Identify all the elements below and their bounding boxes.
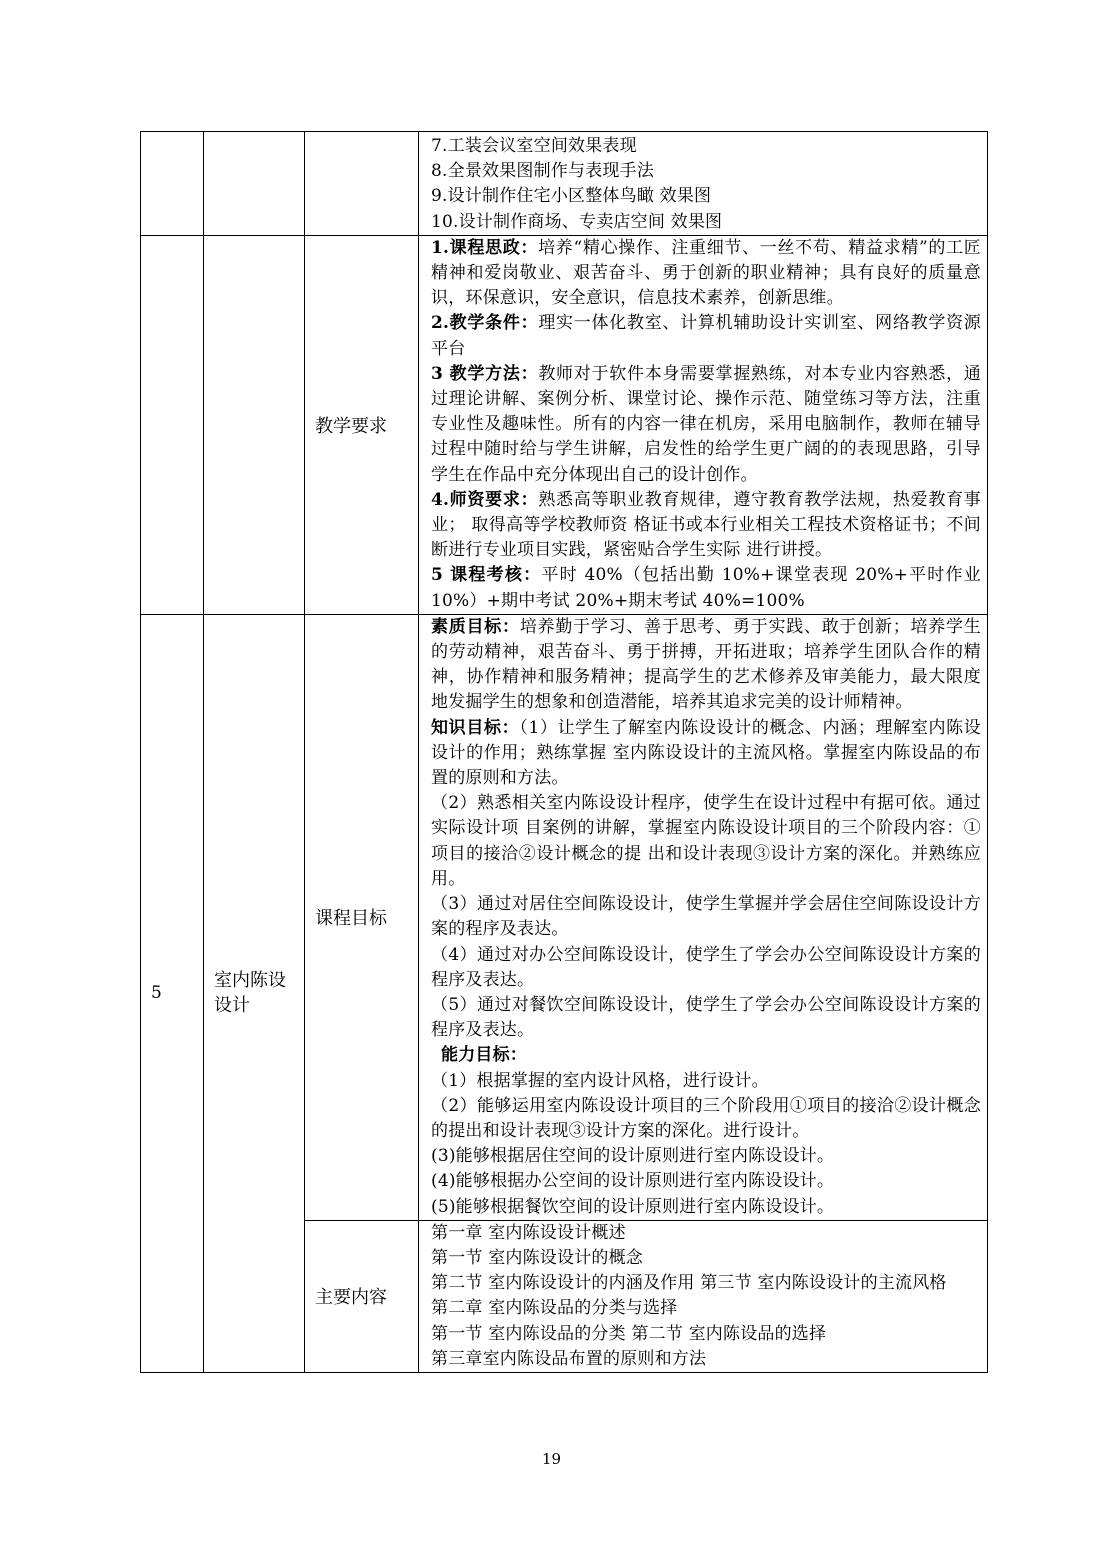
knowledge-item: （4）通过对办公空间陈设设计，使学生了学会办公空间陈设设计方案的程序及表达。 [431,944,981,990]
knowledge-item: （2）熟悉相关室内陈设设计程序，使学生在设计过程中有据可依。通过实际设计项 目案例的讲解，掌握室内陈设设计项目的三个阶段内容：①项目的接洽②设计概念的提 出和设计表现③设计方案的深化。并熟练应用。 [431,793,981,889]
item-text: 培养“精心操作、注重细节、一丝不苟、精益求精”的工匠精神和爱岗敬业、艰苦奋斗、勇于创新的职业精神；具有良好的质量意识，环保意识，安全意识，信息技术素养，创新思维。 [431,237,981,309]
quality-goal [431,615,981,716]
requirement-item [431,236,981,312]
content-line: 第一节 室内陈设设计的概念 [431,1247,644,1268]
content-line: 第一节 室内陈设品的分类 第二节 室内陈设品的选择 [431,1323,827,1344]
number-cell [141,235,204,614]
item-text: 教师对于软件本身需要掌握熟练，对本专业内容熟悉，通过理论讲解、案例分析、课堂讨论、操作示范、随堂练习等方法，注重专业性及趣味性。所有的内容一律在机房，采用电脑制作，教师在辅导过程中随时给与学生讲解，启发性的给学生更广阔的的表现思路，引导学生在作品中充分体现出自己的设计创作。 [431,363,982,485]
course-name-cell [204,614,305,1372]
table-row [141,132,988,236]
label-cell [305,132,419,236]
item-heading: 5 课程考核： [431,565,542,586]
ability-heading [431,1043,981,1068]
label-cell [305,235,419,614]
content-cell [419,1220,988,1372]
requirement-item [431,488,981,564]
content-line: 第二节 室内陈设设计的内涵及作用 第三节 室内陈设设计的主流风格 [431,1273,947,1294]
content-cell [419,132,988,236]
content-line: 9.设计制作住宅小区整体鸟瞰 效果图 [431,186,712,207]
course-name: 室内陈设设计 [214,970,286,1017]
number-cell [141,132,204,236]
content-cell [419,235,988,614]
requirement-item [431,362,981,488]
label-cell [305,614,419,1220]
page-number: 19 [541,1450,562,1468]
content-line: 8.全景效果图制作与表现手法 [431,161,655,182]
content-line: 10.设计制作商场、专卖店空间 效果图 [431,211,723,232]
course-name-cell [204,235,305,614]
requirement-item [431,563,981,613]
content-line: 第二章 室内陈设品的分类与选择 [431,1298,678,1319]
item-text: （1）让学生了解室内陈设设计的概念、内涵；理解室内陈设设计的作用；熟练掌握 室内陈设设计的主流风格。掌握室内陈设品的布置的原则和方法。 [431,717,982,789]
course-number: 5 [151,983,162,1004]
item-text: 理实一体化教室、计算机辅助设计实训室、网络教学资源平台 [431,313,982,359]
ability-item: (3)能够根据居住空间的设计原则进行室内陈设设计。 [431,1146,835,1167]
item-heading: 4.师资要求： [431,489,539,510]
item-heading: 3 教学方法： [431,363,539,384]
ability-item: （2）能够运用室内陈设设计项目的三个阶段用①项目的接洽②设计概念的提出和设计表现③设计方案的深化。进行设计。 [431,1095,981,1141]
knowledge-item: （5）通过对餐饮空间陈设设计，使学生了学会办公空间陈设设计方案的程序及表达。 [431,994,981,1041]
item-heading: 知识目标： [431,717,520,738]
row-label: 教学要求 [315,415,387,437]
row-label: 主要内容 [315,1287,387,1309]
item-heading: 素质目标： [431,616,520,637]
ability-item: （1）根据掌握的室内设计风格，进行设计。 [431,1070,769,1091]
item-text: 熟悉高等职业教育规律，遵守教育教学法规，热爱教育事业； 取得高等学校教师资 格证书或本行业相关工程技术资格证书；不间断进行专业项目实践，紧密贴合学生实际 进行讲授。 [431,489,982,561]
content-line: 7.工装会议室空间效果表现 [431,136,637,156]
knowledge-item: （3）通过对居住空间陈设设计，使学生掌握并学会居住空间陈设设计方案的程序及表达。 [431,894,981,940]
course-name-cell [204,132,305,236]
label-cell [305,1220,419,1372]
item-heading: 2.教学条件： [431,313,539,334]
number-cell [141,614,204,1372]
content-line: 第一章 室内陈设设计概述 [431,1222,626,1243]
item-text: 平时 40%（包括出勤 10%+课堂表现 20%+平时作业 10%）+期中考试 20%+期末考试 40%=100% [431,565,981,611]
curriculum-table [140,131,988,1373]
ability-item: (5)能够根据餐饮空间的设计原则进行室内陈设设计。 [431,1196,835,1217]
ability-item: (4)能够根据办公空间的设计原则进行室内陈设设计。 [431,1171,835,1192]
item-text: 培养勤于学习、善于思考、勇于实践、敢于创新；培养学生的劳动精神，艰苦奋斗、勇于拼搏，开拓进取；培养学生团队合作的精神，协作精神和服务精神；提高学生的艺术修养及审美能力，最大限度地发掘学生的想象和创造潜能，培养其追求完美的设计师精神。 [431,616,982,713]
requirement-item [431,311,981,361]
content-cell [419,614,988,1220]
row-label: 课程目标 [315,908,387,930]
item-heading: 1.课程思政： [431,237,539,258]
content-line: 第三章室内陈设品布置的原则和方法 [431,1348,707,1369]
item-heading: 能力目标： [441,1045,527,1066]
knowledge-goal [431,716,981,792]
table-row [141,235,988,614]
table-row [141,614,988,1220]
